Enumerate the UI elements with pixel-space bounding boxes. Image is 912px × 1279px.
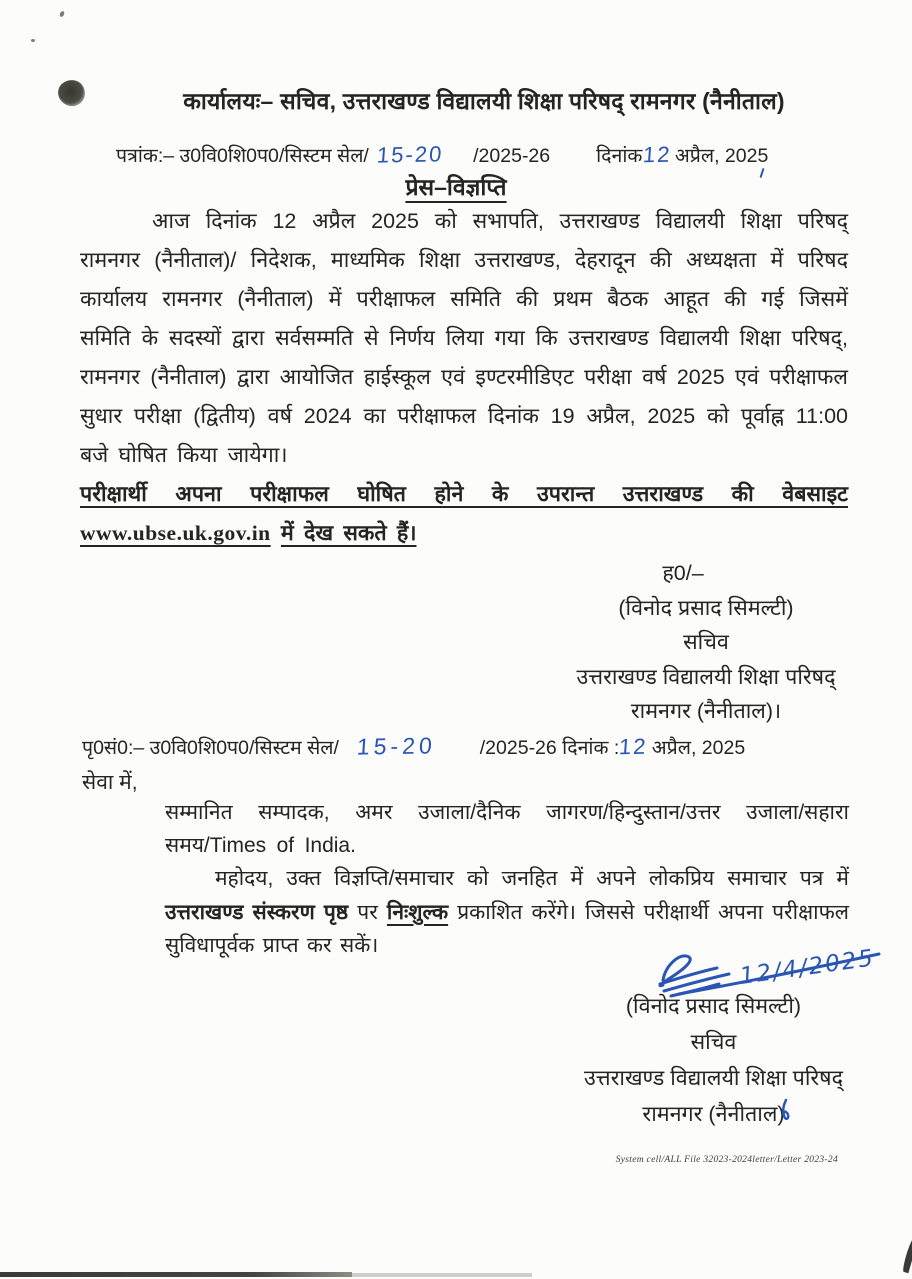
website-url: www.ubse.uk.gov.in [80,521,271,545]
signatory-place: रामनगर (नैनीताल) [642,1102,785,1126]
handwritten-endorsement-day: 12 [618,733,649,760]
signature-block-bottom [556,988,871,1132]
handwritten-ref-day: 12 [642,141,673,168]
paper-speck [59,10,65,17]
request-mid: पर [357,900,378,924]
scan-edge-bar [0,1272,352,1277]
signature-block-top [545,556,867,729]
reference-number-line [116,141,856,168]
endorsement-year-date: /2025-26 दिनांक : [479,737,620,759]
paper-speck [31,39,35,42]
file-reference-footer: System cell/ALL File 32023-2024letter/Letter 2023-24 [615,1155,838,1165]
ref-year: /2025-26 [473,145,551,167]
signatory-name: (विनोद प्रसाद सिमल्टी) [625,994,802,1018]
addressee-label: सेवा में, [82,771,138,794]
handwritten-ref-number: 15-20 [375,141,445,168]
scan-corner-mark [902,1233,912,1273]
endorsement-number-line [82,733,862,760]
request-lead: महोदय, उक्त विज्ञप्ति/समाचार को जनहित में अपने लोकप्रिय समाचार पत्र में [215,867,849,890]
request-free-word: निःशुल्क [386,900,449,924]
endorsement-date-rest: अप्रैल, 2025 [651,737,746,759]
body-paragraph: आज दिनांक 12 अप्रैल 2025 को सभापति, उत्तराखण्ड विद्यालयी शिक्षा परिषद् रामनगर (नैनीताल)/ निदेशक, माध्यमिक शिक्षा उत्तराखण्ड, देहरादून की अध्यक्षता में परिषद कार्यालय रामनगर (नैनीताल) में परीक्षाफल समिति की प्रथम बैठक आहूत की गई जिसमें समिति के सदस्यों द्वारा सर्वसम्मति से निर्णय लिया गया कि उत्तराखण्ड विद्यालयी शिक्षा परिषद्, रामनगर (नैनीताल) द्वारा आयोजित हाईस्कूल एवं इण्टरमीडिएट परीक्षा वर्ष 2025 एवं परीक्षाफल सुधार परीक्षा (द्वितीय) वर्ष 2024 का परीक्षाफल दिनांक 19 अप्रैल, 2025 को पूर्वाह्न 11:00 बजे घोषित किया जायेगा। [80,209,848,467]
handwritten-endorsement-number: 15-20 [356,732,437,760]
website-suffix: में देख सकते हैं। [280,521,417,545]
signatory-place: रामनगर (नैनीताल)। [630,699,782,723]
recipients-line: सम्मानित सम्पादक, अमर उजाला/दैनिक जागरण/हिन्दुस्तान/उत्तर उजाला/सहारा समय/Times of India. [165,801,849,857]
signatory-organization: उत्तराखण्ड विद्यालयी शिक्षा परिषद् [576,664,836,689]
letter-body [80,202,848,553]
ref-date-rest: अप्रैल, 2025 [674,145,769,167]
handwritten-signature-date: 12/4/2025 [738,945,877,990]
press-release-title: प्रेस–विज्ञप्ति [405,174,507,200]
pen-tick-mark [778,1098,794,1122]
ref-date-label: दिनांक [596,145,643,167]
ref-prefix: पत्रांक:– उ0वि0शि0प0/सिस्टम सेल/ [116,145,369,167]
office-header: कार्यालयः– सचिव, उत्तराखण्ड विद्यालयी शिक्षा परिषद् रामनगर (नैनीताल) [183,88,785,114]
signatory-name: (विनोद प्रसाद सिमल्टी) [618,595,794,620]
result-website-paragraph [80,475,848,553]
signatory-designation: सचिव [690,1030,737,1054]
signed-abbreviation: ह0/– [662,561,704,585]
request-edition-phrase: उत्तराखण्ड संस्करण पृष्ठ [165,900,349,924]
body-highlight: परीक्षार्थी अपना परीक्षाफल घोषित होने के उपरान्त उत्तराखण्ड की वेबसाइट [80,482,848,506]
endorsement-prefix: पृ0सं0:– उ0वि0शि0प0/सिस्टम सेल/ [82,737,339,759]
signatory-designation: सचिव [683,630,729,654]
signatory-organization: उत्तराखण्ड विद्यालयी शिक्षा परिषद् [583,1066,844,1090]
request-tail: प्रकाशित करेंगे। जिससे परीक्षार्थी अपना परीक्षाफल सुविधापूर्वक प्राप्त कर सकें। [165,900,849,957]
scan-edge-bar-faint [352,1273,532,1277]
